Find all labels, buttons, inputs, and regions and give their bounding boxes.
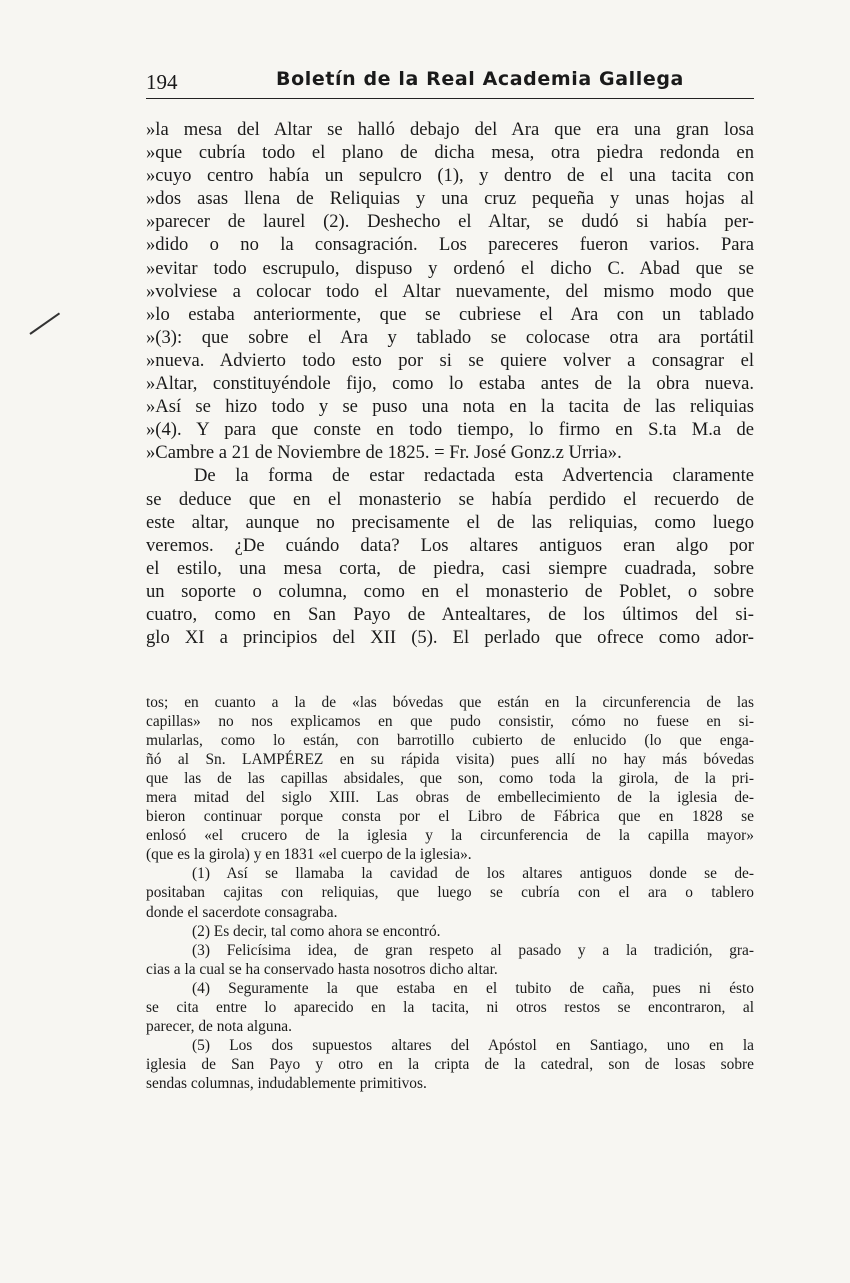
- footnotes: [146, 693, 754, 1093]
- footnote-line: ñó al Sn. LAMPÉREZ en su rápida visita) pues allí no hay más bóvedas: [146, 751, 754, 769]
- body-line: »nueva. Advierto todo esto por si se quiere volver a consagrar el: [146, 349, 754, 371]
- body-line: »cuyo centro había un sepulcro (1), y dentro de el una tacita con: [146, 165, 754, 187]
- footnote-line: positaban cajitas con reliquias, que luego se cubría con el ara o tablero: [146, 884, 754, 902]
- footnote-line: sendas columnas, indudablemente primitivos.: [146, 1074, 427, 1092]
- margin-pencil-mark: [29, 313, 60, 335]
- footnote-4: (4) Seguramente la que estaba en el tubito de caña, pues ni ésto: [192, 979, 754, 997]
- page-header: [146, 64, 754, 99]
- main-text: [146, 118, 754, 649]
- footnote-line: parecer, de nota alguna.: [146, 1017, 292, 1035]
- body-line: »Cambre a 21 de Noviembre de 1825. = Fr. José Gonz.z Urria».: [146, 442, 622, 464]
- body-line: »Así se hizo todo y se puso una nota en la tacita de las reliquias: [146, 396, 754, 418]
- footnote-line: mera mitad del siglo XIII. Las obras de embellecimiento de la iglesia de-: [146, 789, 754, 807]
- footnote-1: (1) Así se llamaba la cavidad de los altares antiguos donde se de-: [192, 865, 754, 883]
- body-line: glo XI a principios del XII (5). El perlado que ofrece como ador-: [146, 627, 754, 649]
- footnote-line: cias a la cual se ha conservado hasta nosotros dicho altar.: [146, 960, 498, 978]
- footnote-line: tos; en cuanto a la de «las bóvedas que están en la circunferencia de las: [146, 694, 754, 711]
- body-line: »parecer de laurel (2). Deshecho el Altar, se dudó si había per-: [146, 211, 754, 233]
- running-title: Boletín de la Real Academia Gallega: [276, 68, 684, 90]
- body-line: el estilo, una mesa corta, de piedra, casi siempre cuadrada, sobre: [146, 557, 754, 579]
- body-line: »(4). Y para que conste en todo tiempo, lo firmo en S.ta M.a de: [146, 419, 754, 441]
- body-line: »dos asas llena de Reliquias y una cruz pequeña y unas hojas al: [146, 188, 754, 210]
- footnote-5: (5) Los dos supuestos altares del Apóstol en Santiago, uno en la: [192, 1036, 754, 1054]
- body-line: este altar, aunque no precisamente el de las reliquias, como luego: [146, 511, 754, 533]
- body-line: veremos. ¿De cuándo data? Los altares antiguos eran algo por: [146, 534, 754, 556]
- body-line: »lo estaba anteriormente, que se cubriese el Ara con un tablado: [146, 303, 754, 325]
- body-line: »evitar todo escrupulo, dispuso y ordenó el dicho C. Abad que se: [146, 257, 754, 279]
- page-number: 194: [146, 70, 178, 94]
- body-line: »la mesa del Altar se halló debajo del Ara que era una gran losa: [146, 119, 754, 140]
- body-line: cuatro, como en San Payo de Antealtares, de los últimos del si-: [146, 603, 754, 625]
- body-line: »(3): que sobre el Ara y tablado se colocase otra ara portátil: [146, 326, 754, 348]
- footnote-2: (2) Es decir, tal como ahora se encontró.: [192, 922, 441, 940]
- body-line: »que cubría todo el plano de dicha mesa, otra piedra redonda en: [146, 142, 754, 164]
- footnote-line: mularlas, como lo están, con barrotillo cubierto de enlucido (lo que enga-: [146, 732, 754, 750]
- body-line: se deduce que en el monasterio se había perdido el recuerdo de: [146, 488, 754, 510]
- footnote-line: bieron continuar porque consta por el Libro de Fábrica que en 1828 se: [146, 808, 754, 826]
- footnote-line: donde el sacerdote consagraba.: [146, 903, 338, 921]
- body-line: De la forma de estar redactada esta Advertencia claramente: [194, 465, 754, 487]
- body-line: »Altar, constituyéndole fijo, como lo estaba antes de la obra nueva.: [146, 373, 754, 395]
- footnote-3: (3) Felicísima idea, de gran respeto al pasado y a la tradición, gra-: [192, 941, 754, 959]
- footnote-line: se cita entre lo aparecido en la tacita, ni otros restos se encontraron, al: [146, 998, 754, 1016]
- footnote-line: enlosó «el crucero de la iglesia y la circunferencia de la capilla mayor»: [146, 827, 754, 845]
- body-line: »volviese a colocar todo el Altar nuevamente, del mismo modo que: [146, 280, 754, 302]
- body-line: un soporte o columna, como en el monasterio de Poblet, o sobre: [146, 580, 754, 602]
- footnote-line: que las de las capillas absidales, que son, como toda la girola, de la pri-: [146, 770, 754, 788]
- footnote-line: capillas» no nos explicamos en que pudo consistir, cómo no fuese en si-: [146, 713, 754, 731]
- footnote-line: (que es la girola) y en 1831 «el cuerpo de la iglesia».: [146, 846, 472, 864]
- body-line: »dido o no la consagración. Los pareceres fueron varios. Para: [146, 234, 754, 256]
- footnote-line: iglesia de San Payo y otro en la cripta de la catedral, son de losas sobre: [146, 1055, 754, 1073]
